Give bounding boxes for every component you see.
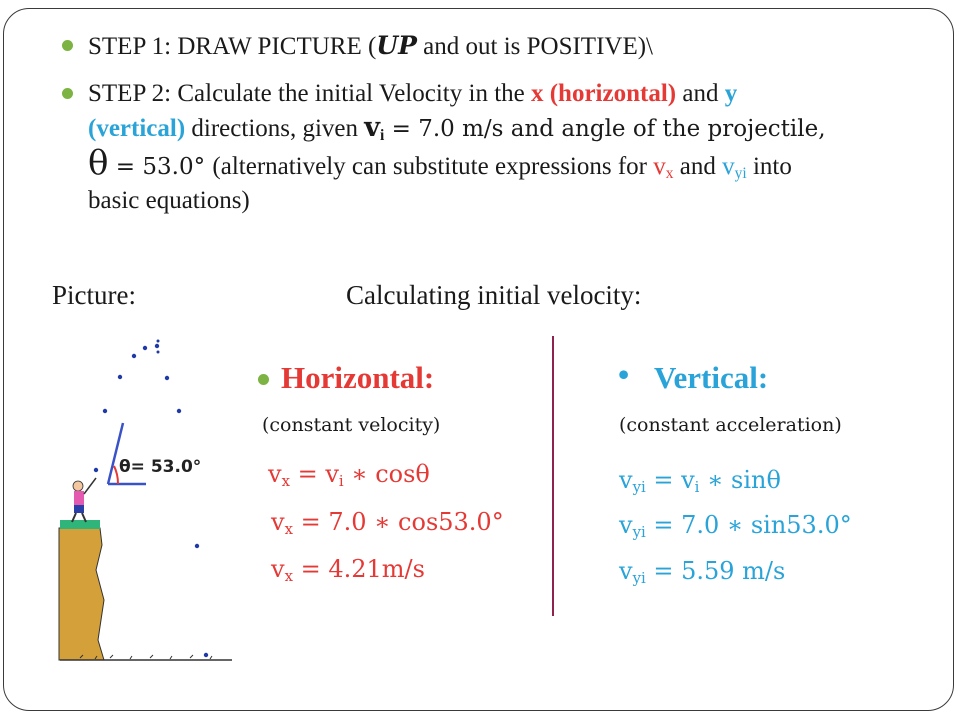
trajectory-dots xyxy=(94,340,208,658)
trajectory-dot xyxy=(103,409,107,413)
step2-vx: v xyxy=(653,153,666,180)
v-eq3-a: v xyxy=(619,557,633,585)
h-eq3-b: = 4.21m/s xyxy=(292,555,425,583)
trajectory-dot xyxy=(155,344,159,348)
v-eq1-c: ∗ sinθ xyxy=(699,466,781,494)
step2-x-dir: x (horizontal) xyxy=(530,80,677,107)
step1-prefix: STEP 1: DRAW PICTURE ( xyxy=(88,33,377,60)
step2-vyi: v xyxy=(722,153,735,180)
angle-arc xyxy=(114,466,118,484)
h-eq1-b: = v xyxy=(289,460,339,488)
h-eq1-sub2: i xyxy=(338,472,344,490)
step2-and: and xyxy=(676,80,725,107)
column-divider xyxy=(552,336,554,616)
vertical-eq3 xyxy=(619,557,785,585)
vertical-eq2 xyxy=(619,511,852,539)
h-eq1-a: v xyxy=(268,460,282,488)
horizontal-title: Horizontal: xyxy=(281,360,435,395)
step1-up: UP xyxy=(376,31,417,60)
v-eq2-sub: yi xyxy=(632,523,646,541)
v-eq1-a: v xyxy=(619,466,633,494)
trajectory-dot xyxy=(177,409,181,413)
step2-p1: STEP 2: Calculate the initial Velocity in the xyxy=(88,80,531,107)
cliff-top-grass xyxy=(60,520,100,529)
trajectory-dot xyxy=(118,375,122,379)
vertical-eq1 xyxy=(619,466,781,494)
step2-p4: = 53.0° xyxy=(108,154,213,180)
picture-label: Picture: xyxy=(52,280,136,310)
cliff-shape xyxy=(59,528,104,660)
step2-and2: and xyxy=(673,153,723,180)
trajectory-dot xyxy=(94,468,98,472)
step2-p7: basic equations) xyxy=(88,187,250,214)
trajectory-dot xyxy=(157,351,160,354)
h-eq2-b: = 7.0 ∗ cos53.0° xyxy=(292,508,504,536)
step2-v-sub: i xyxy=(380,127,385,144)
v-eq3-sub: yi xyxy=(632,569,646,587)
angle-label: θ= 53.0° xyxy=(119,457,202,477)
vertical-note: (constant acceleration) xyxy=(619,414,842,436)
h-eq3-a: v xyxy=(271,555,285,583)
step2-vyi-sub: yi xyxy=(734,165,747,182)
trajectory-dot xyxy=(132,354,136,358)
v-eq1-sub: yi xyxy=(632,478,646,496)
step2-p5: (alternatively can substitute expressions for xyxy=(212,153,654,180)
h-eq3-sub: x xyxy=(284,567,293,585)
trajectory-dot xyxy=(204,653,208,657)
horizontal-eq1 xyxy=(268,460,430,488)
v-eq3-b: = 5.59 m/s xyxy=(645,557,786,585)
horizontal-note: (constant velocity) xyxy=(262,414,441,436)
step2-p3: = 7.0 m/s and angle of the projectile, xyxy=(384,116,826,142)
h-eq1-sub: x xyxy=(281,472,290,490)
step2-p2: directions, given xyxy=(185,115,365,142)
vertical-bullet: • xyxy=(618,356,630,392)
step2-p6: into xyxy=(746,153,792,180)
vertical-title: Vertical: xyxy=(654,360,769,395)
step2-vx-sub: x xyxy=(665,165,674,182)
bullet-horizontal xyxy=(258,374,269,385)
step2-theta: θ xyxy=(88,143,109,183)
horizontal-eq2 xyxy=(271,508,504,536)
trajectory-dot xyxy=(195,544,199,548)
step2-v: v xyxy=(364,112,380,143)
v-eq1-b: = v xyxy=(645,466,695,494)
trajectory-dot xyxy=(143,346,147,350)
trajectory-dot xyxy=(165,376,169,380)
trajectory-dot xyxy=(157,340,160,343)
horizontal-eq3 xyxy=(271,555,425,583)
calculating-label: Calculating initial velocity: xyxy=(346,280,642,310)
v-eq2-b: = 7.0 ∗ sin53.0° xyxy=(645,511,852,539)
h-eq2-a: v xyxy=(271,508,285,536)
person-figure xyxy=(72,478,96,522)
v-eq2-a: v xyxy=(619,511,633,539)
step1-suffix: and out is POSITIVE)\ xyxy=(416,33,654,60)
step2-y-dir: y xyxy=(724,80,738,107)
h-eq2-sub: x xyxy=(284,520,293,538)
step2-vertical: (vertical) xyxy=(88,115,186,142)
h-eq1-c: ∗ cosθ xyxy=(343,460,430,488)
v-eq1-sub2: i xyxy=(694,478,700,496)
